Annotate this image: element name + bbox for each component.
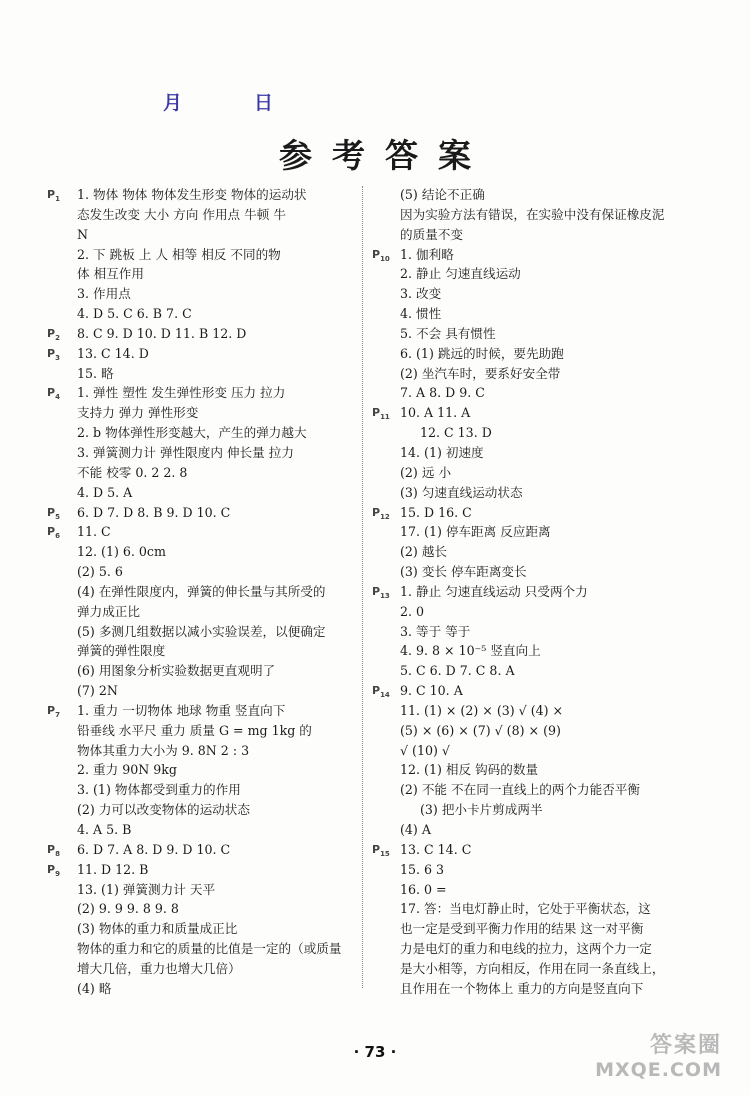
answer-text: 7. A 8. D 9. C bbox=[400, 385, 485, 401]
answer-text: 5. 不会 具有惯性 bbox=[400, 325, 496, 341]
right-answer-column bbox=[372, 185, 700, 999]
answer-text: (5) × (6) × (7) √ (8) × (9) bbox=[400, 722, 561, 738]
answer-text: 16. 0 = bbox=[400, 881, 447, 897]
answer-line bbox=[47, 383, 359, 403]
answer-text: 4. 惯性 bbox=[400, 306, 442, 322]
answer-text: 弹力成正比 bbox=[77, 603, 140, 619]
answer-line bbox=[375, 324, 700, 344]
answer-line bbox=[372, 403, 700, 423]
watermark-url: MXQE.COM bbox=[595, 1059, 722, 1081]
answer-line bbox=[375, 641, 700, 661]
answer-text: 也一定是受到平衡力作用的结果 这一对平衡 bbox=[400, 921, 644, 937]
answer-line bbox=[47, 185, 359, 205]
answer-line bbox=[47, 661, 359, 681]
page-title bbox=[0, 130, 750, 177]
answer-text: 态发生改变 大小 方向 作用点 牛顿 牛 bbox=[77, 206, 286, 222]
answer-line bbox=[375, 780, 700, 800]
answer-line bbox=[375, 880, 700, 900]
answer-text: 不能 校零 0. 2 2. 8 bbox=[77, 464, 188, 480]
answer-line bbox=[375, 661, 700, 681]
answer-line bbox=[375, 423, 700, 443]
answer-text: 4. 9. 8 × 10⁻⁵ 竖直向上 bbox=[400, 643, 541, 659]
answer-text: (3) 匀速直线运动状态 bbox=[400, 484, 523, 500]
answer-text: 3. 等于 等于 bbox=[400, 623, 471, 639]
answer-text: 5. C 6. D 7. C 8. A bbox=[400, 663, 515, 679]
answer-text: 8. C 9. D 10. D 11. B 12. D bbox=[77, 325, 247, 341]
answer-text: (4) 在弹性限度内，弹簧的伸长量与其所受的 bbox=[77, 583, 326, 599]
answer-text: 体 相互作用 bbox=[77, 266, 144, 282]
answer-line bbox=[375, 542, 700, 562]
answer-line bbox=[47, 880, 359, 900]
page-tag: $P_4$ bbox=[47, 386, 60, 402]
answer-text: (3) 物体的重力和质量成正比 bbox=[77, 921, 238, 937]
answer-line bbox=[47, 562, 359, 582]
answer-text: √ (10) √ bbox=[400, 742, 450, 758]
page-tag: $P_{11}$ bbox=[372, 406, 390, 422]
answer-text: 3. 弹簧测力计 弹性限度内 伸长量 拉力 bbox=[77, 444, 294, 460]
answer-line bbox=[47, 760, 359, 780]
day-label: 日 bbox=[254, 92, 274, 114]
answer-line bbox=[47, 542, 359, 562]
answer-line bbox=[47, 522, 359, 542]
answer-text: 17. 答：当电灯静止时，它处于平衡状态，这 bbox=[400, 901, 651, 917]
answer-line bbox=[47, 840, 359, 860]
answer-line bbox=[372, 245, 700, 265]
answer-line bbox=[47, 483, 359, 503]
answer-text: 11. C bbox=[77, 524, 111, 540]
answer-text: (2) 5. 6 bbox=[77, 564, 123, 580]
column-divider bbox=[362, 186, 363, 988]
answer-line bbox=[375, 205, 700, 225]
answer-line bbox=[47, 721, 359, 741]
answer-line bbox=[47, 264, 359, 284]
answer-line bbox=[47, 463, 359, 483]
answer-line bbox=[375, 483, 700, 503]
answer-text: 是大小相等，方向相反，作用在同一条直线上， bbox=[400, 960, 665, 976]
watermark-logo: 答案圈 bbox=[649, 1033, 722, 1058]
answer-line bbox=[372, 503, 700, 523]
answer-line bbox=[47, 403, 359, 423]
answer-line bbox=[375, 364, 700, 384]
month-label: 月 bbox=[163, 92, 183, 114]
answer-text: 2. 静止 匀速直线运动 bbox=[400, 266, 521, 282]
answer-line bbox=[375, 522, 700, 542]
page-tag: $P_{12}$ bbox=[372, 505, 390, 521]
answer-line bbox=[375, 701, 700, 721]
answer-text: 14. (1) 初速度 bbox=[400, 444, 484, 460]
answer-line bbox=[372, 681, 700, 701]
answer-text: 1. 弹性 塑性 发生弹性形变 压力 拉力 bbox=[77, 385, 286, 401]
answer-text: 13. C 14. D bbox=[77, 345, 149, 361]
answer-text: 13. (1) 弹簧测力计 天平 bbox=[77, 881, 216, 897]
answer-line bbox=[375, 225, 700, 245]
answer-line bbox=[375, 185, 700, 205]
answer-line bbox=[47, 245, 359, 265]
answer-line bbox=[47, 443, 359, 463]
answer-text: 2. 重力 90N 9kg bbox=[77, 762, 177, 778]
answer-line bbox=[375, 820, 700, 840]
page-tag: $P_7$ bbox=[47, 703, 60, 720]
answer-line bbox=[47, 344, 359, 364]
answer-text: 增大几倍，重力也增大几倍） bbox=[77, 960, 241, 976]
answer-line bbox=[47, 205, 359, 225]
answer-line bbox=[375, 383, 700, 403]
answer-text: 6. (1) 跳远的时候，要先助跑 bbox=[400, 345, 564, 361]
answer-text: 12. C 13. D bbox=[420, 425, 492, 441]
answer-text: 11. (1) × (2) × (3) √ (4) × bbox=[400, 702, 564, 718]
answer-text: 3. 作用点 bbox=[77, 286, 131, 302]
answer-line bbox=[375, 463, 700, 483]
page-tag: $P_{14}$ bbox=[372, 684, 390, 700]
answer-text: (3) 变长 停车距离变长 bbox=[400, 564, 527, 580]
answer-line bbox=[47, 364, 359, 384]
answer-text: 且作用在一个物体上 重力的方向是竖直向下 bbox=[400, 980, 644, 996]
answer-text: (7) 2N bbox=[77, 683, 118, 699]
answer-line bbox=[47, 284, 359, 304]
answer-text: 4. D 5. A bbox=[77, 484, 133, 500]
answer-text: (2) 力可以改变物体的运动状态 bbox=[77, 802, 250, 818]
answer-line bbox=[47, 860, 359, 880]
answer-line bbox=[372, 582, 700, 602]
answer-text: 3. 改变 bbox=[400, 286, 442, 302]
answer-line bbox=[375, 344, 700, 364]
answer-text: (2) 远 小 bbox=[400, 464, 452, 480]
answer-text: 15. 略 bbox=[77, 365, 114, 381]
watermark bbox=[595, 1028, 722, 1081]
answer-text: (2) 坐汽车时，要系好安全带 bbox=[400, 365, 561, 381]
answer-text: 物体其重力大小为 9. 8N 2 : 3 bbox=[77, 742, 250, 758]
answer-text: 1. 重力 一切物体 地球 物重 竖直向下 bbox=[77, 702, 286, 718]
answer-text: (4) A bbox=[400, 822, 431, 837]
answer-line bbox=[372, 840, 700, 860]
answer-line bbox=[47, 324, 359, 344]
answer-line bbox=[47, 622, 359, 642]
answer-text: (6) 用图象分析实验数据更直观明了 bbox=[77, 663, 276, 679]
page-tag: $P_8$ bbox=[47, 842, 60, 859]
answer-text: (2) 越长 bbox=[400, 544, 448, 560]
answer-text: (5) 结论不正确 bbox=[400, 187, 485, 202]
answer-line bbox=[375, 899, 700, 919]
answer-text: (4) 略 bbox=[77, 980, 112, 996]
answer-text: 物体的重力和它的质量的比值是一定的（或质量 bbox=[77, 941, 342, 957]
answer-text: 13. C 14. C bbox=[400, 841, 472, 857]
page-number: · 73 · bbox=[353, 1043, 397, 1061]
answer-text: 17. (1) 停车距离 反应距离 bbox=[400, 524, 551, 540]
answer-line bbox=[375, 939, 700, 959]
page-tag: $P_3$ bbox=[47, 346, 60, 362]
answer-line bbox=[375, 741, 700, 761]
answer-text: 1. 静止 匀速直线运动 只受两个力 bbox=[400, 583, 588, 599]
answer-text: 弹簧的弹性限度 bbox=[77, 643, 166, 659]
answer-text: 力是电灯的重力和电线的拉力，这两个力一定 bbox=[400, 941, 652, 957]
answer-text: (5) 多测几组数据以减小实验误差，以便确定 bbox=[77, 623, 326, 639]
page-tag: $P_{10}$ bbox=[372, 247, 390, 263]
page-tag: $P_1$ bbox=[47, 188, 60, 204]
answer-text: N bbox=[77, 226, 89, 242]
answer-text: 1. 物体 物体 物体发生形变 物体的运动状 bbox=[77, 187, 307, 202]
answer-line bbox=[47, 800, 359, 820]
answer-line bbox=[375, 264, 700, 284]
page-tag: $P_5$ bbox=[47, 505, 60, 521]
answer-text: 支持力 弹力 弹性形变 bbox=[77, 405, 199, 421]
answer-line bbox=[47, 741, 359, 761]
answer-text: 15. D 16. C bbox=[400, 504, 472, 520]
answer-line bbox=[47, 681, 359, 701]
answer-line bbox=[47, 701, 359, 721]
answer-text: 铅垂线 水平尺 重力 质量 G = mg 1kg 的 bbox=[77, 722, 312, 738]
page-tag: $P_9$ bbox=[47, 862, 60, 878]
answer-line bbox=[375, 284, 700, 304]
page-tag: $P_{15}$ bbox=[372, 842, 390, 859]
answer-text: 6. D 7. A 8. D 9. D 10. C bbox=[77, 841, 231, 857]
answer-line bbox=[47, 979, 359, 999]
page-tag: $P_2$ bbox=[47, 326, 60, 343]
left-answer-column bbox=[47, 185, 359, 999]
answer-text: 2. 下 跳板 上 人 相等 相反 不同的物 bbox=[77, 246, 281, 262]
date-row bbox=[0, 88, 750, 112]
answer-text: (2) 9. 9 9. 8 9. 8 bbox=[77, 901, 179, 917]
answer-line bbox=[47, 423, 359, 443]
answer-text: 9. C 10. A bbox=[400, 683, 463, 699]
answer-line bbox=[375, 602, 700, 622]
answer-text: 12. (1) 6. 0cm bbox=[77, 544, 166, 560]
answer-line bbox=[375, 760, 700, 780]
answer-text: 4. A 5. B bbox=[77, 822, 132, 837]
answer-text: 6. D 7. D 8. B 9. D 10. C bbox=[77, 504, 231, 520]
answer-line bbox=[47, 820, 359, 840]
answer-text: 11. D 12. B bbox=[77, 861, 149, 877]
answer-text: (3) 把小卡片剪成两半 bbox=[420, 802, 543, 818]
answer-line bbox=[47, 641, 359, 661]
page-tag: $P_{13}$ bbox=[372, 584, 390, 601]
answer-line bbox=[47, 503, 359, 523]
answer-line bbox=[375, 800, 700, 820]
answer-line bbox=[375, 443, 700, 463]
answer-line bbox=[47, 304, 359, 324]
answer-line bbox=[47, 899, 359, 919]
answer-line bbox=[47, 582, 359, 602]
page-title-text: 参考答案 bbox=[279, 136, 491, 175]
answer-line bbox=[375, 860, 700, 880]
answer-text: 3. (1) 物体都受到重力的作用 bbox=[77, 782, 241, 798]
answer-text: (2) 不能 不在同一直线上的两个力能否平衡 bbox=[400, 782, 640, 798]
answer-line bbox=[375, 979, 700, 999]
answer-line bbox=[375, 919, 700, 939]
answer-text: 因为实验方法有错误，在实验中没有保证橡皮泥 bbox=[400, 206, 665, 222]
answer-text: 2. b 物体弹性形变越大，产生的弹力越大 bbox=[77, 425, 307, 441]
answer-line bbox=[47, 602, 359, 622]
answer-line bbox=[375, 562, 700, 582]
answer-line bbox=[47, 780, 359, 800]
answer-line bbox=[47, 959, 359, 979]
page-tag: $P_6$ bbox=[47, 525, 60, 541]
answer-text: 2. 0 bbox=[400, 603, 425, 619]
answer-text: 15. 6 3 bbox=[400, 861, 445, 877]
answer-text: 1. 伽利略 bbox=[400, 246, 454, 262]
answer-line bbox=[375, 304, 700, 324]
answer-text: 10. A 11. A bbox=[400, 405, 471, 421]
answer-line bbox=[375, 959, 700, 979]
answer-line bbox=[375, 721, 700, 741]
answer-line bbox=[47, 919, 359, 939]
answer-text: 4. D 5. C 6. B 7. C bbox=[77, 306, 192, 322]
answer-text: 12. (1) 相反 钩码的数量 bbox=[400, 762, 539, 778]
answer-line bbox=[47, 939, 359, 959]
answer-line bbox=[47, 225, 359, 245]
answer-line bbox=[375, 622, 700, 642]
answer-text: 的质量不变 bbox=[400, 226, 463, 242]
